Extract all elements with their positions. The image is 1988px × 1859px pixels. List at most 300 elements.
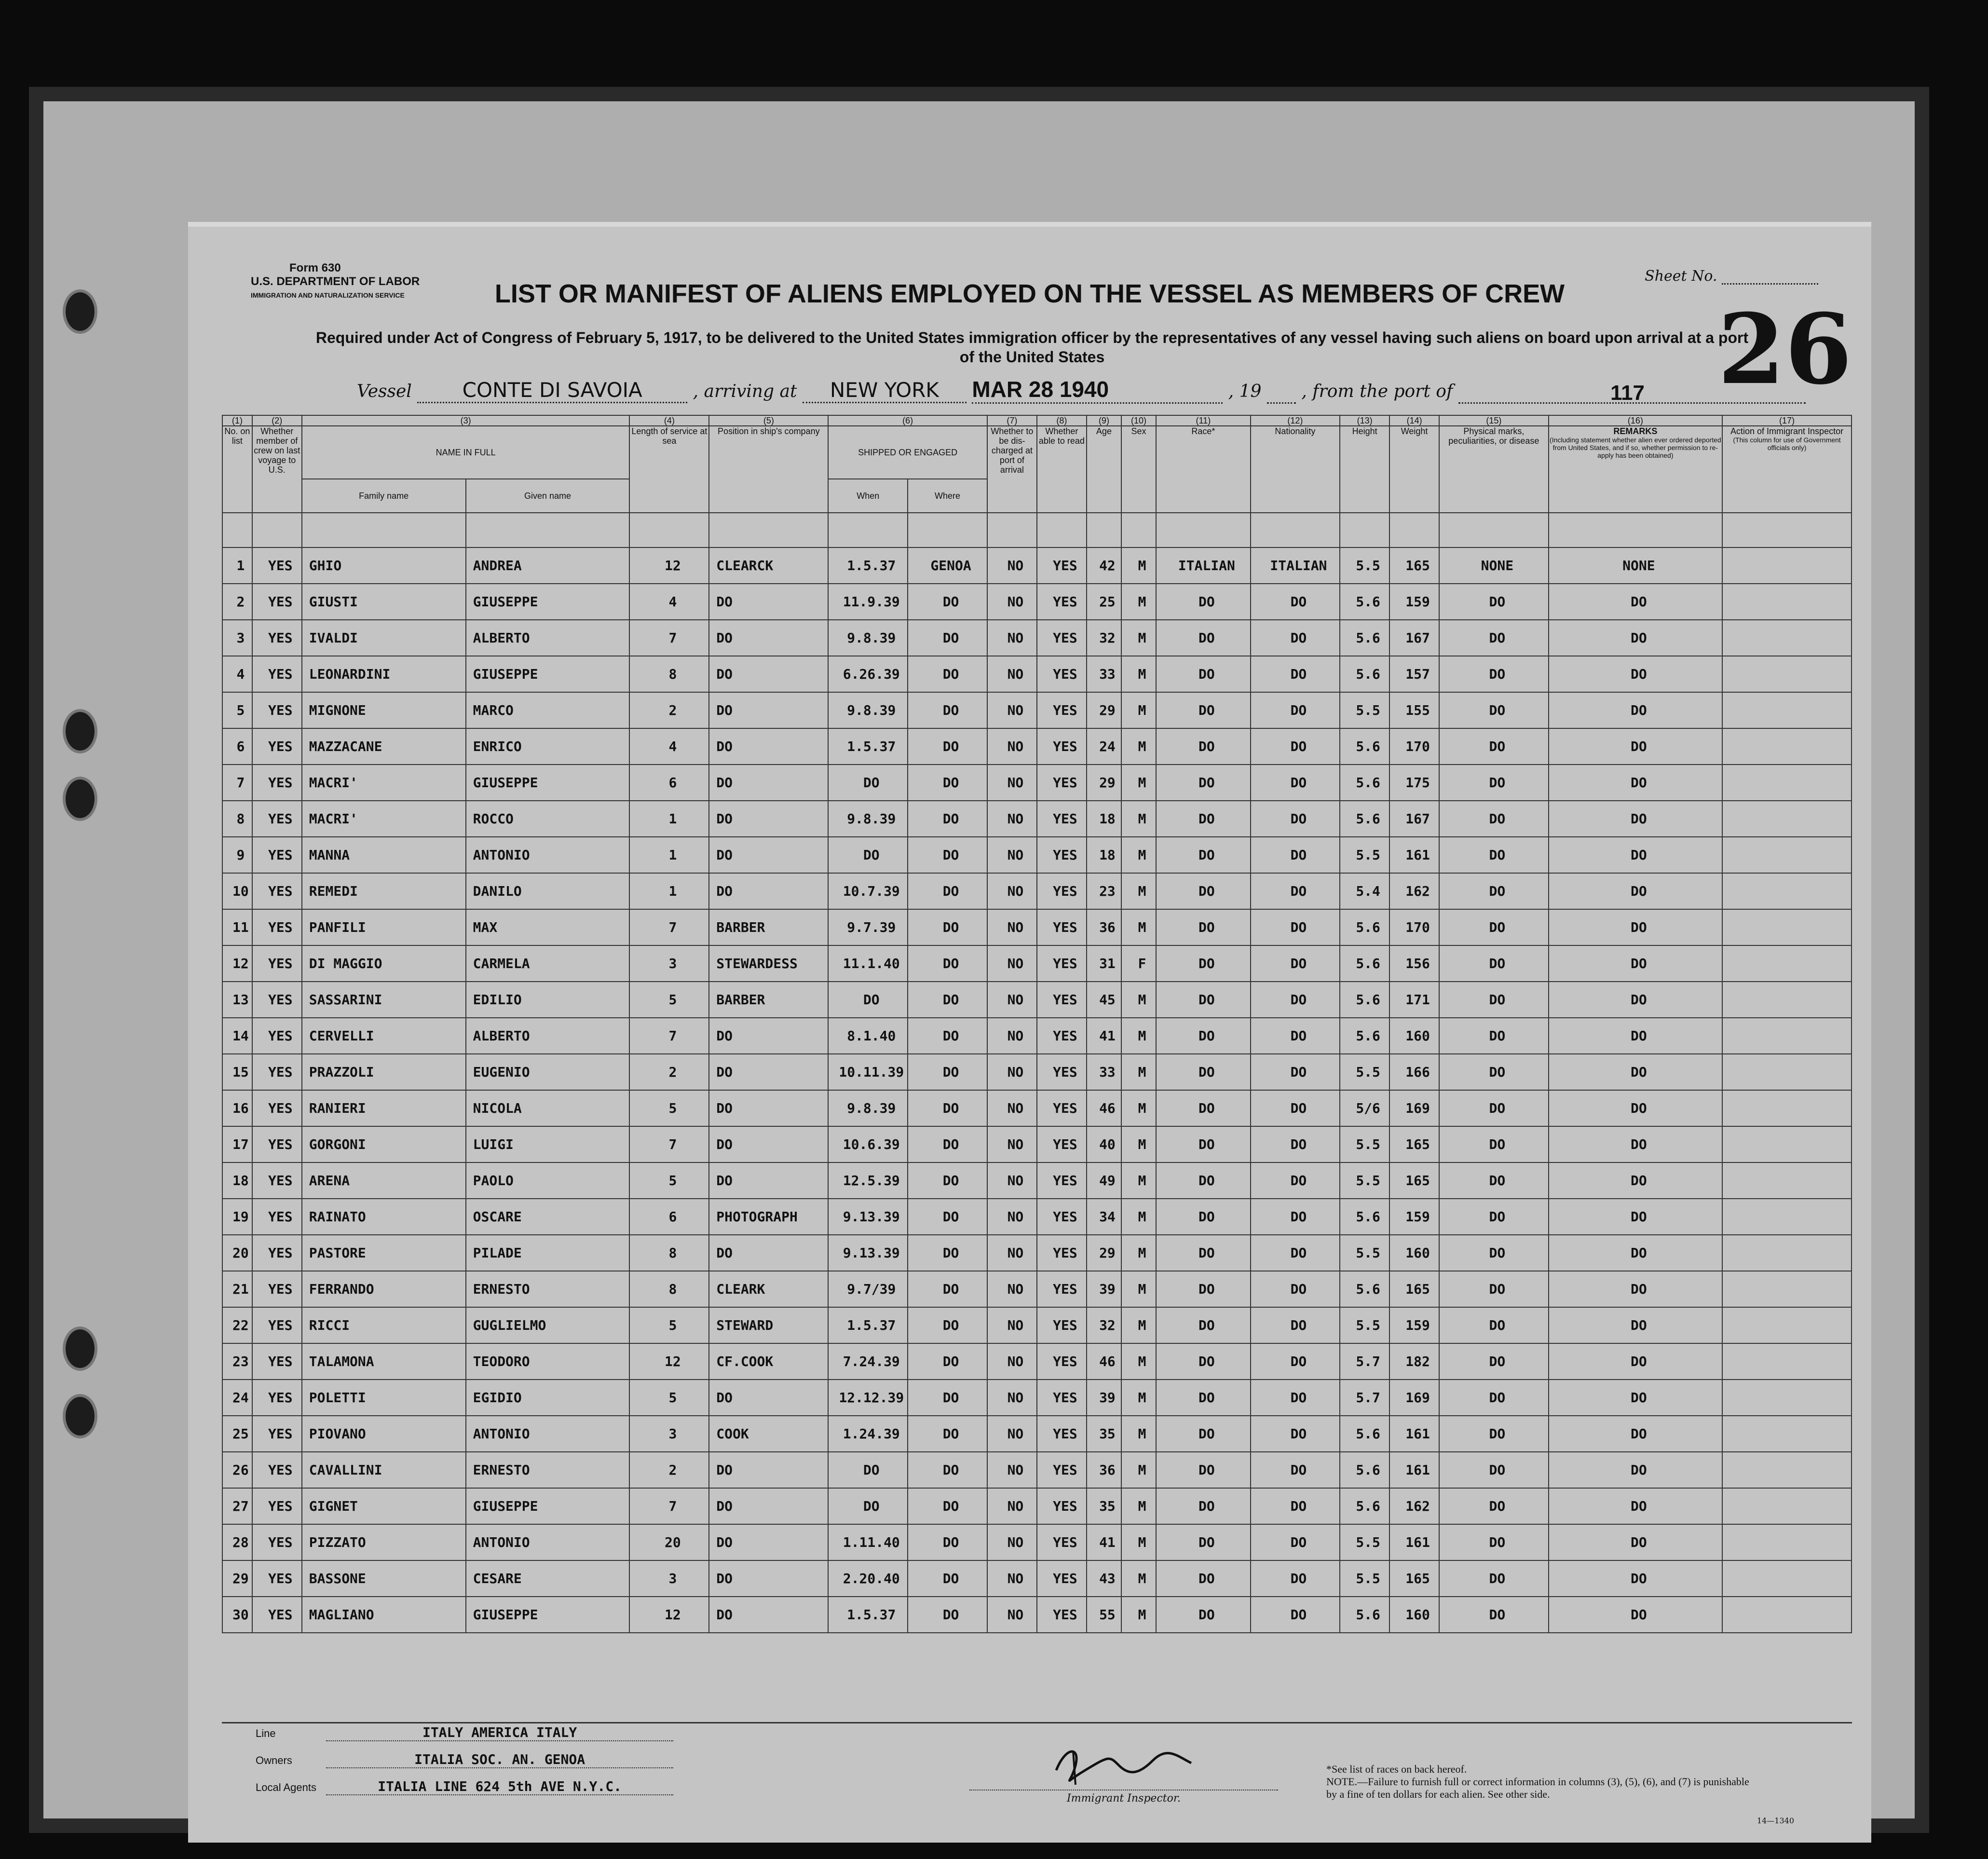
service-length-cell: 7: [629, 620, 709, 656]
age-cell: 46: [1087, 1343, 1121, 1380]
nationality-cell: DO: [1251, 945, 1340, 982]
inspector-action-cell: [1722, 692, 1852, 728]
remarks-cell: DO: [1549, 1560, 1722, 1597]
remarks-cell: DO: [1549, 1126, 1722, 1162]
race-cell: DO: [1156, 982, 1251, 1018]
nationality-cell: DO: [1251, 982, 1340, 1018]
shipped-when-cell: 2.20.40: [828, 1560, 908, 1597]
family-name-cell: BASSONE: [302, 1560, 466, 1597]
sex-cell: M: [1121, 692, 1156, 728]
race-cell: DO: [1156, 620, 1251, 656]
discharged-cell: NO: [987, 1416, 1037, 1452]
shipped-where-cell: DO: [908, 1597, 987, 1633]
last-voyage-cell: YES: [252, 1271, 302, 1307]
family-name-cell: LEONARDINI: [302, 656, 466, 692]
family-name-cell: CAVALLINI: [302, 1452, 466, 1488]
shipped-where-cell: DO: [908, 873, 987, 909]
position-cell: DO: [709, 656, 828, 692]
col-num: (7): [987, 415, 1037, 426]
age-cell: 29: [1087, 1235, 1121, 1271]
page-top-edge: [188, 222, 1871, 227]
inspector-action-cell: [1722, 584, 1852, 620]
age-cell: 24: [1087, 728, 1121, 765]
family-name-cell: FERRANDO: [302, 1271, 466, 1307]
last-voyage-cell: YES: [252, 1235, 302, 1271]
physical-marks-cell: DO: [1439, 1524, 1549, 1560]
family-name-cell: MACRI': [302, 801, 466, 837]
physical-marks-cell: DO: [1439, 656, 1549, 692]
height-cell: 5.5: [1340, 1054, 1389, 1090]
weight-cell: 161: [1389, 837, 1439, 873]
position-cell: DO: [709, 1235, 828, 1271]
weight-cell: 161: [1389, 1416, 1439, 1452]
family-name-cell: PRAZZOLI: [302, 1054, 466, 1090]
row-number: 15: [222, 1054, 252, 1090]
age-cell: 36: [1087, 1452, 1121, 1488]
able-to-read-cell: YES: [1037, 945, 1087, 982]
family-name-cell: GORGONI: [302, 1126, 466, 1162]
sex-cell: M: [1121, 1560, 1156, 1597]
height-cell: 5.6: [1340, 1597, 1389, 1633]
discharged-cell: NO: [987, 982, 1037, 1018]
col-num: (4): [629, 415, 709, 426]
discharged-cell: NO: [987, 692, 1037, 728]
header-height: Height: [1340, 426, 1389, 513]
col-num: (13): [1340, 415, 1389, 426]
race-cell: DO: [1156, 801, 1251, 837]
binder-hole: [63, 1326, 97, 1371]
weight-cell: 170: [1389, 728, 1439, 765]
able-to-read-cell: YES: [1037, 1126, 1087, 1162]
header-family-name: Family name: [302, 479, 466, 513]
able-to-read-cell: YES: [1037, 1271, 1087, 1307]
age-cell: 39: [1087, 1380, 1121, 1416]
height-cell: 5/6: [1340, 1090, 1389, 1126]
physical-marks-cell: DO: [1439, 1018, 1549, 1054]
position-cell: DO: [709, 837, 828, 873]
row-number: 22: [222, 1307, 252, 1343]
col-num: (8): [1037, 415, 1087, 426]
header-action-inspector: [1722, 426, 1852, 513]
service-length-cell: 1: [629, 873, 709, 909]
sex-cell: M: [1121, 1524, 1156, 1560]
service-length-cell: 12: [629, 547, 709, 584]
race-cell: DO: [1156, 1054, 1251, 1090]
age-cell: 49: [1087, 1162, 1121, 1199]
race-cell: DO: [1156, 1271, 1251, 1307]
year-blank: [1267, 388, 1296, 404]
family-name-cell: PASTORE: [302, 1235, 466, 1271]
remarks-cell: DO: [1549, 1488, 1722, 1524]
row-number: 18: [222, 1162, 252, 1199]
shipped-when-cell: 1.11.40: [828, 1524, 908, 1560]
family-name-cell: GIUSTI: [302, 584, 466, 620]
agents-value: ITALIA LINE 624 5th AVE N.Y.C.: [326, 1778, 673, 1795]
service-length-cell: 2: [629, 692, 709, 728]
age-cell: 45: [1087, 982, 1121, 1018]
last-voyage-cell: YES: [252, 1343, 302, 1380]
age-cell: 34: [1087, 1199, 1121, 1235]
nationality-cell: DO: [1251, 728, 1340, 765]
shipped-when-cell: DO: [828, 837, 908, 873]
family-name-cell: MIGNONE: [302, 692, 466, 728]
inspector-action-cell: [1722, 728, 1852, 765]
shipped-when-cell: DO: [828, 1488, 908, 1524]
sex-cell: M: [1121, 909, 1156, 945]
last-voyage-cell: YES: [252, 1307, 302, 1343]
service-length-cell: 4: [629, 728, 709, 765]
last-voyage-cell: YES: [252, 1162, 302, 1199]
sex-cell: M: [1121, 584, 1156, 620]
height-cell: 5.6: [1340, 1199, 1389, 1235]
discharged-cell: NO: [987, 1126, 1037, 1162]
physical-marks-cell: DO: [1439, 1416, 1549, 1452]
agents-field: [256, 1778, 673, 1805]
shipped-where-cell: DO: [908, 584, 987, 620]
position-cell: DO: [709, 1090, 828, 1126]
last-voyage-cell: YES: [252, 1199, 302, 1235]
given-name-cell: CARMELA: [466, 945, 630, 982]
last-voyage-cell: YES: [252, 728, 302, 765]
row-number: 8: [222, 801, 252, 837]
nationality-cell: DO: [1251, 1162, 1340, 1199]
able-to-read-cell: YES: [1037, 982, 1087, 1018]
position-cell: DO: [709, 1597, 828, 1633]
nationality-cell: DO: [1251, 1380, 1340, 1416]
age-cell: 35: [1087, 1416, 1121, 1452]
family-name-cell: RICCI: [302, 1307, 466, 1343]
able-to-read-cell: YES: [1037, 1018, 1087, 1054]
position-cell: DO: [709, 765, 828, 801]
able-to-read-cell: YES: [1037, 1054, 1087, 1090]
physical-marks-cell: DO: [1439, 1235, 1549, 1271]
shipped-where-cell: DO: [908, 1343, 987, 1380]
able-to-read-cell: YES: [1037, 620, 1087, 656]
col-num: (16): [1549, 415, 1722, 426]
shipped-where-cell: DO: [908, 728, 987, 765]
sex-cell: M: [1121, 1126, 1156, 1162]
row-number: 29: [222, 1560, 252, 1597]
last-voyage-cell: YES: [252, 945, 302, 982]
height-cell: 5.6: [1340, 909, 1389, 945]
inspector-action-cell: [1722, 1524, 1852, 1560]
nationality-cell: DO: [1251, 1307, 1340, 1343]
remarks-cell: DO: [1549, 1271, 1722, 1307]
row-number: 3: [222, 620, 252, 656]
remarks-cell: DO: [1549, 728, 1722, 765]
nationality-cell: DO: [1251, 765, 1340, 801]
race-cell: DO: [1156, 765, 1251, 801]
last-voyage-cell: YES: [252, 765, 302, 801]
last-voyage-cell: YES: [252, 873, 302, 909]
able-to-read-cell: YES: [1037, 692, 1087, 728]
department-name: U.S. DEPARTMENT OF LABOR: [251, 275, 420, 288]
crew-row: [222, 1343, 1852, 1380]
family-name-cell: SASSARINI: [302, 982, 466, 1018]
physical-marks-cell: DO: [1439, 1054, 1549, 1090]
shipped-when-cell: 9.13.39: [828, 1199, 908, 1235]
discharged-cell: NO: [987, 1307, 1037, 1343]
binder-hole: [63, 1394, 97, 1438]
inspector-signature-block: [969, 1736, 1278, 1804]
header-remarks-note: (Including statement whether alien ever ordered deported from United States, and if so, whether permission to re-apply has been obtained): [1550, 436, 1721, 459]
header-position: Position in ship's company: [709, 426, 828, 513]
discharged-cell: NO: [987, 1488, 1037, 1524]
inspector-action-cell: [1722, 1452, 1852, 1488]
service-length-cell: 3: [629, 945, 709, 982]
height-cell: 5.7: [1340, 1343, 1389, 1380]
able-to-read-cell: YES: [1037, 1488, 1087, 1524]
sex-cell: M: [1121, 1343, 1156, 1380]
footer-fields: [256, 1724, 673, 1805]
race-cell: DO: [1156, 1343, 1251, 1380]
discharged-cell: NO: [987, 801, 1037, 837]
sex-cell: M: [1121, 1018, 1156, 1054]
position-cell: DO: [709, 1380, 828, 1416]
weight-cell: 160: [1389, 1597, 1439, 1633]
remarks-cell: DO: [1549, 1452, 1722, 1488]
weight-cell: 169: [1389, 1090, 1439, 1126]
shipped-when-cell: 11.9.39: [828, 584, 908, 620]
nationality-cell: DO: [1251, 692, 1340, 728]
crew-row: [222, 765, 1852, 801]
discharged-cell: NO: [987, 1380, 1037, 1416]
header-length-of-service: Length of service at sea: [629, 426, 709, 513]
nationality-cell: DO: [1251, 1343, 1340, 1380]
able-to-read-cell: YES: [1037, 1416, 1087, 1452]
family-name-cell: POLETTI: [302, 1380, 466, 1416]
height-cell: 5.6: [1340, 620, 1389, 656]
service-length-cell: 6: [629, 1199, 709, 1235]
position-cell: DO: [709, 873, 828, 909]
weight-cell: 156: [1389, 945, 1439, 982]
inspector-signature: [1027, 1736, 1220, 1790]
sex-cell: M: [1121, 656, 1156, 692]
last-voyage-cell: YES: [252, 1488, 302, 1524]
race-cell: DO: [1156, 909, 1251, 945]
service-length-cell: 8: [629, 656, 709, 692]
position-cell: DO: [709, 584, 828, 620]
last-voyage-cell: YES: [252, 1452, 302, 1488]
able-to-read-cell: YES: [1037, 1235, 1087, 1271]
discharged-cell: NO: [987, 1090, 1037, 1126]
nationality-cell: DO: [1251, 1018, 1340, 1054]
sheet-small-number: 117: [1610, 381, 1645, 405]
family-name-cell: MACRI': [302, 765, 466, 801]
family-name-cell: MANNA: [302, 837, 466, 873]
shipped-when-cell: 10.6.39: [828, 1126, 908, 1162]
column-number-row: [222, 415, 1852, 426]
given-name-cell: ERNESTO: [466, 1452, 630, 1488]
crew-row: [222, 1271, 1852, 1307]
print-code: 14—1340: [1757, 1816, 1794, 1825]
weight-cell: 170: [1389, 909, 1439, 945]
last-voyage-cell: YES: [252, 1597, 302, 1633]
last-voyage-cell: YES: [252, 1090, 302, 1126]
weight-cell: 175: [1389, 765, 1439, 801]
weight-cell: 165: [1389, 1162, 1439, 1199]
discharged-cell: NO: [987, 1524, 1037, 1560]
shipped-where-cell: DO: [908, 1452, 987, 1488]
height-cell: 5.5: [1340, 1560, 1389, 1597]
race-cell: DO: [1156, 837, 1251, 873]
shipped-where-cell: DO: [908, 1307, 987, 1343]
given-name-cell: DANILO: [466, 873, 630, 909]
shipped-where-cell: GENOA: [908, 547, 987, 584]
service-length-cell: 1: [629, 837, 709, 873]
owners-label: Owners: [256, 1754, 292, 1766]
last-voyage-cell: YES: [252, 982, 302, 1018]
crew-row: [222, 620, 1852, 656]
shipped-where-cell: DO: [908, 945, 987, 982]
year-prefix: , 19: [1228, 382, 1262, 401]
position-cell: CLEARK: [709, 1271, 828, 1307]
age-cell: 41: [1087, 1524, 1121, 1560]
service-length-cell: 2: [629, 1452, 709, 1488]
inspector-action-cell: [1722, 1054, 1852, 1090]
inspector-action-cell: [1722, 765, 1852, 801]
race-cell: DO: [1156, 656, 1251, 692]
shipped-where-cell: DO: [908, 1271, 987, 1307]
service-length-cell: 7: [629, 1126, 709, 1162]
page-title: LIST OR MANIFEST OF ALIENS EMPLOYED ON THE VESSEL AS MEMBERS OF CREW: [494, 279, 1565, 308]
header-action-note: (This column for use of Government officials only): [1733, 436, 1841, 451]
shipped-when-cell: 10.7.39: [828, 873, 908, 909]
crew-row: [222, 982, 1852, 1018]
height-cell: 5.5: [1340, 1307, 1389, 1343]
shipped-when-cell: 1.24.39: [828, 1416, 908, 1452]
col-num: (10): [1121, 415, 1156, 426]
able-to-read-cell: YES: [1037, 801, 1087, 837]
shipped-where-cell: DO: [908, 1090, 987, 1126]
service-length-cell: 1: [629, 801, 709, 837]
weight-cell: 165: [1389, 1126, 1439, 1162]
discharged-cell: NO: [987, 1597, 1037, 1633]
position-cell: DO: [709, 1126, 828, 1162]
row-number: 9: [222, 837, 252, 873]
crew-row: [222, 1018, 1852, 1054]
height-cell: 5.6: [1340, 945, 1389, 982]
row-number: 26: [222, 1452, 252, 1488]
position-cell: DO: [709, 728, 828, 765]
nationality-cell: DO: [1251, 1126, 1340, 1162]
able-to-read-cell: YES: [1037, 728, 1087, 765]
last-voyage-cell: YES: [252, 909, 302, 945]
discharged-cell: NO: [987, 1162, 1037, 1199]
nationality-cell: DO: [1251, 909, 1340, 945]
shipped-where-cell: DO: [908, 1162, 987, 1199]
shipped-where-cell: DO: [908, 801, 987, 837]
position-cell: PHOTOGRAPH: [709, 1199, 828, 1235]
last-voyage-cell: YES: [252, 1054, 302, 1090]
position-cell: COOK: [709, 1416, 828, 1452]
inspector-action-cell: [1722, 837, 1852, 873]
sex-cell: M: [1121, 1162, 1156, 1199]
remarks-cell: DO: [1549, 1018, 1722, 1054]
row-number: 6: [222, 728, 252, 765]
height-cell: 5.5: [1340, 547, 1389, 584]
position-cell: STEWARDESS: [709, 945, 828, 982]
shipped-when-cell: 9.8.39: [828, 692, 908, 728]
shipped-when-cell: 7.24.39: [828, 1343, 908, 1380]
fine-note: NOTE.—Failure to furnish full or correct information in columns (3), (5), (6), and (7) is punishable by a fine of ten dollars for each alien. See other side.: [1326, 1776, 1749, 1800]
crew-row: [222, 1488, 1852, 1524]
family-name-cell: IVALDI: [302, 620, 466, 656]
inspector-action-cell: [1722, 873, 1852, 909]
remarks-cell: DO: [1549, 909, 1722, 945]
col-num: (17): [1722, 415, 1852, 426]
race-cell: DO: [1156, 1018, 1251, 1054]
age-cell: 29: [1087, 765, 1121, 801]
shipped-when-cell: 1.5.37: [828, 1307, 908, 1343]
physical-marks-cell: DO: [1439, 1597, 1549, 1633]
nationality-cell: DO: [1251, 801, 1340, 837]
given-name-cell: ANDREA: [466, 547, 630, 584]
service-length-cell: 5: [629, 1090, 709, 1126]
sex-cell: M: [1121, 1416, 1156, 1452]
crew-row: [222, 1452, 1852, 1488]
able-to-read-cell: YES: [1037, 584, 1087, 620]
shipped-where-cell: DO: [908, 1380, 987, 1416]
physical-marks-cell: DO: [1439, 1452, 1549, 1488]
service-length-cell: 8: [629, 1235, 709, 1271]
row-number: 14: [222, 1018, 252, 1054]
able-to-read-cell: YES: [1037, 1560, 1087, 1597]
physical-marks-cell: DO: [1439, 945, 1549, 982]
weight-cell: 182: [1389, 1343, 1439, 1380]
crew-row: [222, 1597, 1852, 1633]
physical-marks-cell: DO: [1439, 801, 1549, 837]
remarks-cell: NONE: [1549, 547, 1722, 584]
row-number: 7: [222, 765, 252, 801]
sex-cell: F: [1121, 945, 1156, 982]
able-to-read-cell: YES: [1037, 1524, 1087, 1560]
family-name-cell: MAZZACANE: [302, 728, 466, 765]
nationality-cell: DO: [1251, 1416, 1340, 1452]
inspector-action-cell: [1722, 547, 1852, 584]
height-cell: 5.6: [1340, 656, 1389, 692]
weight-cell: 165: [1389, 1271, 1439, 1307]
age-cell: 18: [1087, 801, 1121, 837]
sex-cell: M: [1121, 1199, 1156, 1235]
header-shipped-engaged: SHIPPED OR ENGAGED: [828, 426, 987, 479]
shipped-where-cell: DO: [908, 656, 987, 692]
age-cell: 25: [1087, 584, 1121, 620]
able-to-read-cell: YES: [1037, 873, 1087, 909]
weight-cell: 159: [1389, 584, 1439, 620]
shipped-where-cell: DO: [908, 1235, 987, 1271]
crew-row: [222, 945, 1852, 982]
inspector-action-cell: [1722, 1597, 1852, 1633]
voyage-line: [357, 376, 1806, 404]
discharged-cell: NO: [987, 1343, 1037, 1380]
able-to-read-cell: YES: [1037, 1597, 1087, 1633]
physical-marks-cell: DO: [1439, 692, 1549, 728]
header-remarks: [1549, 426, 1722, 513]
inspector-action-cell: [1722, 1271, 1852, 1307]
physical-marks-cell: NONE: [1439, 547, 1549, 584]
shipped-when-cell: 1.5.37: [828, 728, 908, 765]
weight-cell: 160: [1389, 1018, 1439, 1054]
sex-cell: M: [1121, 1054, 1156, 1090]
shipped-where-cell: DO: [908, 620, 987, 656]
height-cell: 5.6: [1340, 801, 1389, 837]
remarks-cell: DO: [1549, 692, 1722, 728]
race-cell: DO: [1156, 692, 1251, 728]
shipped-when-cell: 9.8.39: [828, 801, 908, 837]
inspector-action-cell: [1722, 1126, 1852, 1162]
family-name-cell: PIZZATO: [302, 1524, 466, 1560]
